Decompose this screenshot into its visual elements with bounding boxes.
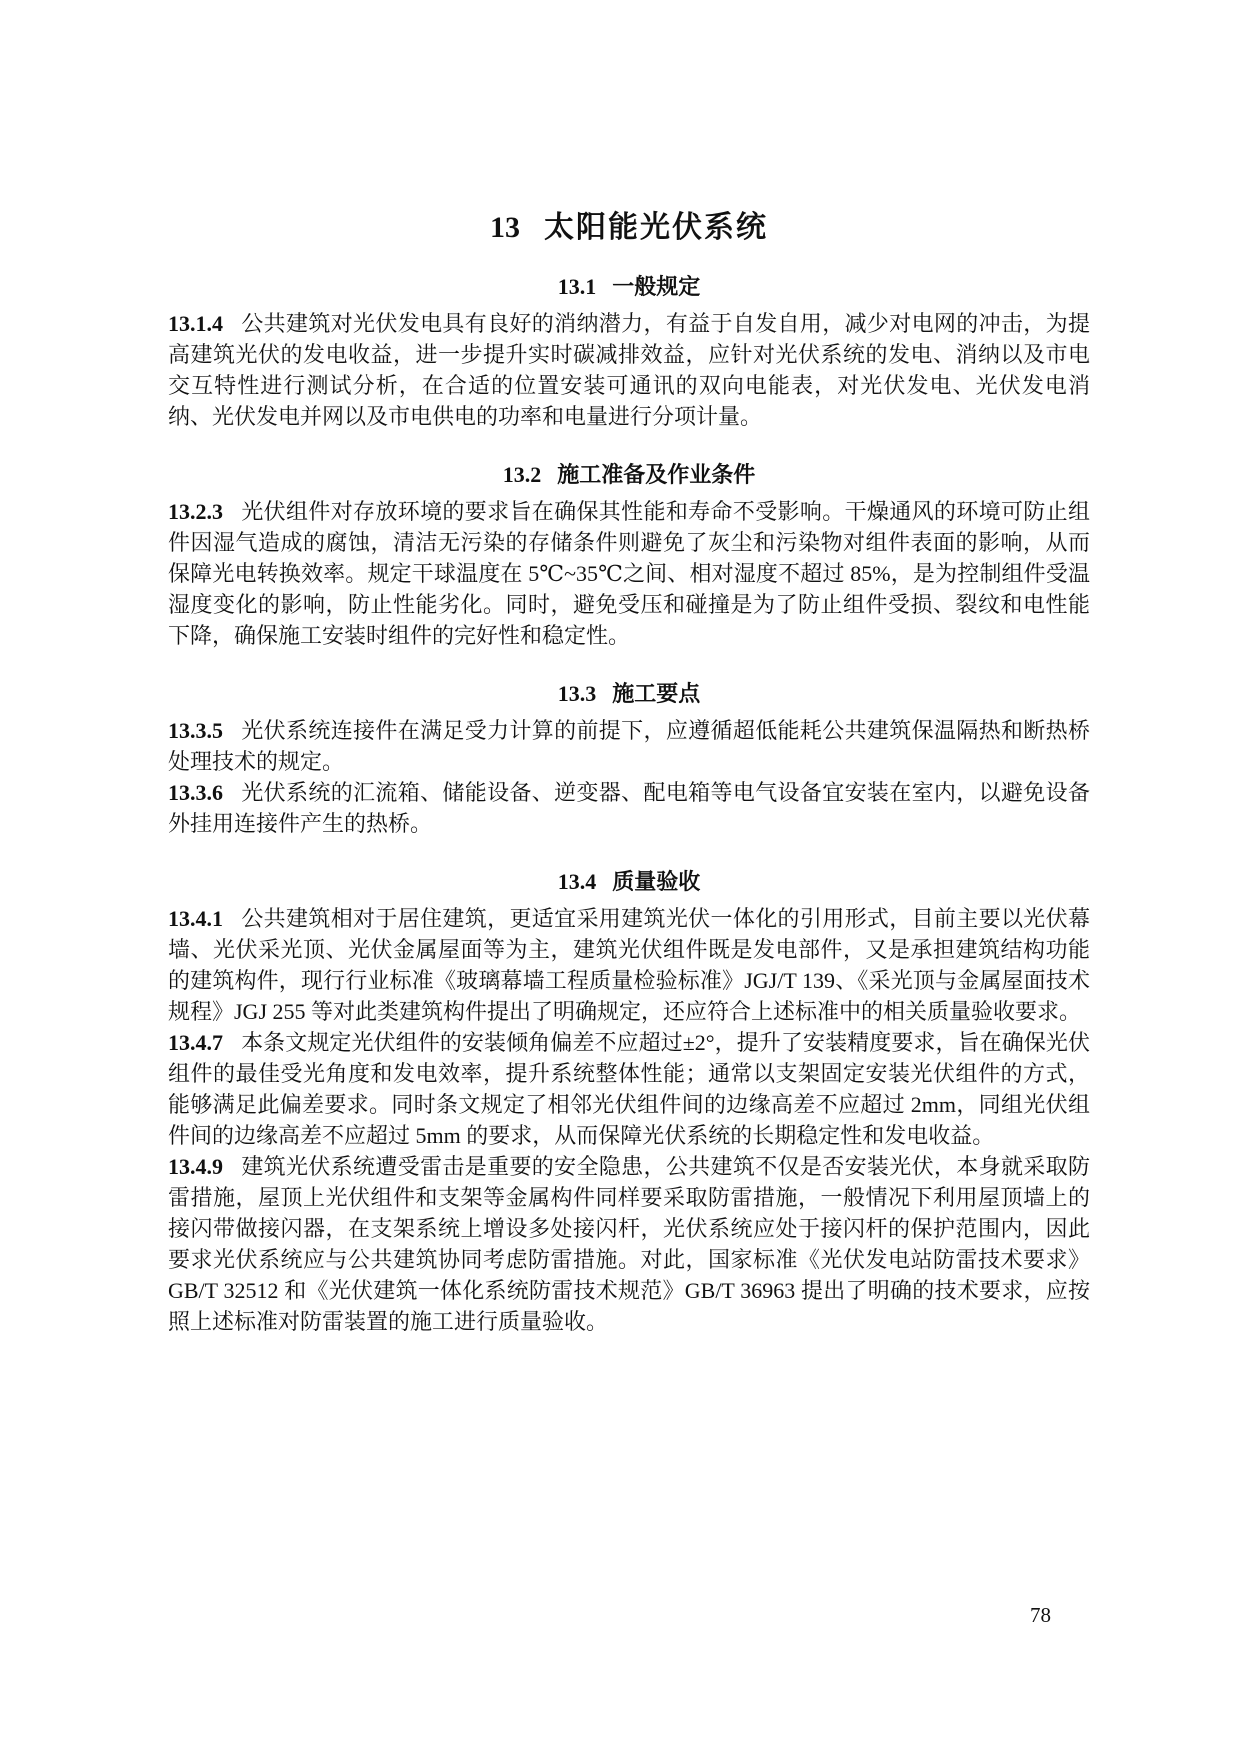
clause-13-3-5 [168,715,1090,777]
section-heading-13-3 [168,679,1090,709]
section-heading-13-1 [168,272,1090,302]
clause-13-4-7 [168,1027,1090,1151]
clause-13-3-6 [168,777,1090,839]
clause-text: 光伏组件对存放环境的要求旨在确保其性能和寿命不受影响。干燥通风的环境可防止组件因湿气造成的腐蚀，清洁无污染的存储条件则避免了灰尘和污染物对组件表面的影响，从而保障光电转换效率。规定干球温度在 5℃~35℃之间、相对湿度不超过 85%，是为控制组件受温湿度变化的影响，防止性能劣化。同时，避免受压和碰撞是为了防止组件受损、裂纹和电性能下降，确保施工安装时组件的完好性和稳定性。 [168,499,1090,648]
section-title-text: 施工要点 [612,681,701,706]
section-title-text: 一般规定 [612,274,701,299]
chapter-title [168,212,1090,244]
clause-number: 13.4.9 [168,1154,223,1179]
chapter-title-text: 太阳能光伏系统 [544,211,768,244]
section-heading-13-4 [168,867,1090,897]
clause-13-4-9 [168,1151,1090,1337]
clause-13-1-4 [168,308,1090,432]
clause-text: 光伏系统连接件在满足受力计算的前提下，应遵循超低能耗公共建筑保温隔热和断热桥处理技术的规定。 [168,718,1090,774]
clause-number: 13.4.1 [168,906,223,931]
clause-number: 13.3.6 [168,780,223,805]
clause-text: 本条文规定光伏组件的安装倾角偏差不应超过±2°，提升了安装精度要求，旨在确保光伏组件的最佳受光角度和发电效率，提升系统整体性能；通常以支架固定安装光伏组件的方式，能够满足此偏差要求。同时条文规定了相邻光伏组件间的边缘高差不应超过 2mm，同组光伏组件间的边缘高差不应超过 5mm 的要求，从而保障光伏系统的长期稳定性和发电收益。 [168,1030,1090,1148]
chapter-number: 13 [490,211,520,244]
section-number: 13.2 [502,462,542,487]
page-number: 78 [1030,1603,1051,1627]
clause-text: 建筑光伏系统遭受雷击是重要的安全隐患，公共建筑不仅是否安装光伏，本身就采取防雷措施，屋顶上光伏组件和支架等金属构件同样要采取防雷措施，一般情况下利用屋顶墙上的接闪带做接闪器，在支架系统上增设多处接闪杆，光伏系统应处于接闪杆的保护范围内，因此要求光伏系统应与公共建筑协同考虑防雷措施。对此，国家标准《光伏发电站防雷技术要求》GB/T 32512 和《光伏建筑一体化系统防雷技术规范》GB/T 36963 提出了明确的技术要求，应按照上述标准对防雷装置的施工进行质量验收。 [168,1154,1090,1334]
section-heading-13-2 [168,460,1090,490]
clause-number: 13.4.7 [168,1030,223,1055]
clause-number: 13.1.4 [168,311,223,336]
clause-text: 公共建筑对光伏发电具有良好的消纳潜力，有益于自发自用，减少对电网的冲击，为提高建筑光伏的发电收益，进一步提升实时碳减排效益，应针对光伏系统的发电、消纳以及市电交互特性进行测试分析，在合适的位置安装可通讯的双向电能表，对光伏发电、光伏发电消纳、光伏发电并网以及市电供电的功率和电量进行分项计量。 [168,311,1090,429]
section-title-text: 施工准备及作业条件 [557,462,756,487]
page-content [168,0,1090,1337]
section-number: 13.1 [557,274,597,299]
clause-number: 13.3.5 [168,718,223,743]
section-number: 13.4 [557,869,597,894]
section-title-text: 质量验收 [612,869,701,894]
clause-number: 13.2.3 [168,499,223,524]
clause-text: 光伏系统的汇流箱、储能设备、逆变器、配电箱等电气设备宜安装在室内，以避免设备外挂用连接件产生的热桥。 [168,780,1090,836]
clause-13-4-1 [168,903,1090,1027]
section-number: 13.3 [557,681,597,706]
clause-text: 公共建筑相对于居住建筑，更适宜采用建筑光伏一体化的引用形式，目前主要以光伏幕墙、光伏采光顶、光伏金属屋面等为主，建筑光伏组件既是发电部件，又是承担建筑结构功能的建筑构件，现行行业标准《玻璃幕墙工程质量检验标准》JGJ/T 139、《采光顶与金属屋面技术规程》JGJ 255 等对此类建筑构件提出了明确规定，还应符合上述标准中的相关质量验收要求。 [168,906,1090,1024]
clause-13-2-3 [168,496,1090,651]
